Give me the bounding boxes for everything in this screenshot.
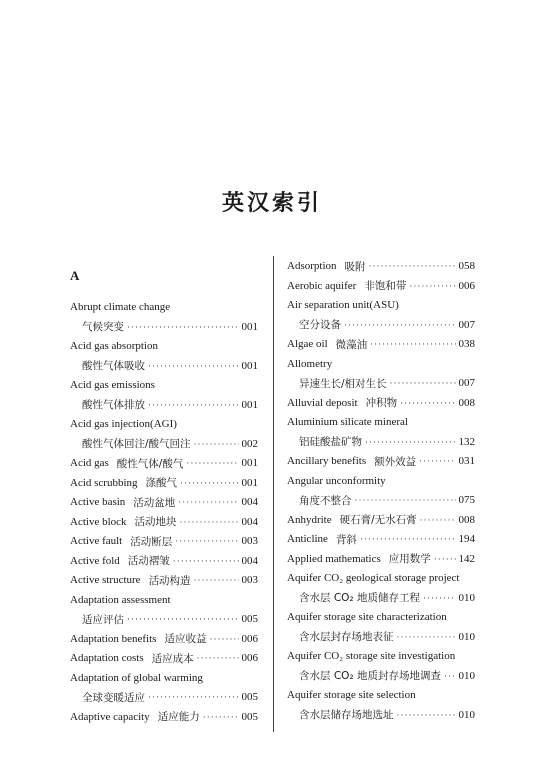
index-entry bbox=[287, 569, 475, 587]
index-entry bbox=[299, 491, 475, 509]
dot-leader bbox=[127, 614, 239, 624]
page-title: 英汉索引 bbox=[221, 190, 322, 216]
entry-page-number: 010 bbox=[458, 591, 475, 604]
entry-english-term: Air separation unit(ASU) bbox=[287, 299, 399, 311]
index-entry bbox=[82, 688, 258, 706]
entry-chinese-term: 涤酸气 bbox=[145, 477, 178, 489]
entry-chinese-term: 活动断层 bbox=[130, 535, 173, 548]
entry-page-number: 005 bbox=[241, 613, 258, 625]
dot-leader bbox=[186, 458, 238, 468]
index-entry bbox=[299, 316, 475, 334]
entry-english-term: Active structure bbox=[70, 574, 141, 586]
entry-page-number: 004 bbox=[241, 554, 258, 567]
entry-english-term: Aquifer CO₂ geological storage project bbox=[287, 572, 460, 584]
entry-chinese-term: 含水层储存场地选址 bbox=[299, 709, 394, 721]
entry-english-term: Active fault bbox=[70, 535, 123, 547]
index-entry bbox=[299, 706, 475, 724]
index-entry bbox=[70, 630, 258, 648]
entry-page-number: 001 bbox=[241, 457, 258, 469]
dot-leader bbox=[370, 339, 455, 349]
entry-chinese-term: 酸性气体吸收 bbox=[82, 360, 145, 372]
index-entry bbox=[299, 667, 475, 685]
dot-leader bbox=[390, 378, 456, 388]
index-entry bbox=[82, 357, 258, 375]
index-entry bbox=[70, 649, 258, 667]
dot-leader bbox=[194, 439, 239, 449]
dot-leader bbox=[434, 554, 456, 564]
dot-leader bbox=[444, 671, 456, 681]
entry-page-number: 006 bbox=[458, 279, 475, 292]
entry-chinese-term: 酸性气体排放 bbox=[82, 399, 145, 411]
entry-page-number: 001 bbox=[241, 359, 258, 372]
entry-chinese-term: 硬石膏/无水石膏 bbox=[339, 514, 417, 526]
dot-leader bbox=[197, 653, 239, 663]
entry-page-number: 142 bbox=[458, 552, 475, 565]
entry-english-term: Aquifer CO₂ storage site investigation bbox=[287, 650, 456, 662]
entry-english-term: Adaptation of global warming bbox=[70, 671, 203, 684]
entry-chinese-term: 适应收益 bbox=[164, 633, 207, 645]
dot-leader bbox=[173, 556, 239, 566]
index-entry bbox=[287, 452, 475, 470]
index-entry bbox=[287, 335, 475, 353]
entry-page-number: 194 bbox=[458, 533, 475, 545]
entry-chinese-term: 应用数学 bbox=[388, 553, 431, 565]
index-entry bbox=[70, 571, 258, 589]
index-entry bbox=[70, 415, 258, 433]
index-entry bbox=[70, 298, 258, 316]
entry-chinese-term: 活动盆地 bbox=[133, 496, 176, 509]
entry-english-term: Active block bbox=[70, 515, 127, 528]
entry-chinese-term: 含水层封存场地表征 bbox=[299, 631, 394, 643]
entry-chinese-term: 适应评估 bbox=[82, 613, 124, 626]
entry-chinese-term: 酸性气体/酸气 bbox=[116, 457, 184, 470]
dot-leader bbox=[175, 536, 238, 546]
entry-english-term: Adaptation benefits bbox=[70, 632, 157, 645]
index-entry bbox=[287, 413, 475, 431]
entry-page-number: 010 bbox=[458, 630, 475, 643]
index-entry bbox=[82, 435, 258, 453]
entry-english-term: Ancillary benefits bbox=[287, 455, 367, 467]
entry-chinese-term: 额外效益 bbox=[374, 455, 417, 468]
index-entry bbox=[82, 396, 258, 414]
index-entry bbox=[287, 647, 475, 665]
dot-leader bbox=[344, 320, 456, 330]
entry-page-number: 132 bbox=[458, 435, 475, 448]
entry-chinese-term: 含水层 CO₂ 地质封存场地调查 bbox=[299, 670, 441, 682]
entry-page-number: 008 bbox=[458, 513, 475, 526]
index-entry bbox=[70, 513, 258, 531]
dot-leader bbox=[148, 400, 239, 410]
index-entry bbox=[299, 589, 475, 607]
entry-english-term: Acid gas injection(AGI) bbox=[70, 418, 177, 430]
entry-english-term: Adaptation costs bbox=[70, 652, 144, 664]
index-entry bbox=[70, 454, 258, 472]
entry-chinese-term: 气候突变 bbox=[82, 321, 124, 333]
section-letter: A bbox=[70, 268, 80, 283]
entry-chinese-term: 非饱和带 bbox=[364, 280, 407, 292]
dot-leader bbox=[180, 517, 239, 527]
index-entry bbox=[287, 394, 475, 412]
entry-english-term: Acid scrubbing bbox=[70, 476, 138, 489]
dot-leader bbox=[369, 261, 456, 271]
entry-page-number: 001 bbox=[241, 398, 258, 411]
entry-english-term: Acid gas bbox=[70, 457, 109, 469]
entry-english-term: Abrupt climate change bbox=[70, 301, 171, 313]
entry-page-number: 003 bbox=[241, 535, 258, 547]
entry-english-term: Aquifer storage site characterization bbox=[287, 611, 447, 623]
entry-chinese-term: 异速生长/相对生长 bbox=[299, 377, 387, 390]
column-divider bbox=[273, 256, 274, 732]
dot-leader bbox=[397, 710, 456, 720]
entry-chinese-term: 含水层 CO₂ 地质储存工程 bbox=[299, 592, 420, 604]
entry-page-number: 001 bbox=[241, 320, 258, 333]
index-entry bbox=[287, 296, 475, 314]
dot-leader bbox=[355, 495, 456, 505]
index-entry bbox=[82, 318, 258, 336]
entry-english-term: Active basin bbox=[70, 496, 126, 508]
entry-english-term: Applied mathematics bbox=[287, 552, 381, 565]
index-entry bbox=[299, 374, 475, 392]
entry-english-term: Active fold bbox=[70, 554, 120, 567]
index-entry bbox=[287, 686, 475, 704]
entry-english-term: Acid gas emissions bbox=[70, 379, 155, 391]
entry-page-number: 008 bbox=[458, 396, 475, 409]
index-entry bbox=[299, 628, 475, 646]
entry-chinese-term: 角度不整合 bbox=[299, 494, 352, 507]
entry-english-term: Adsorption bbox=[287, 260, 337, 272]
index-entry bbox=[287, 608, 475, 626]
index-entry bbox=[287, 257, 475, 275]
entry-page-number: 007 bbox=[458, 318, 475, 331]
entry-page-number: 058 bbox=[458, 260, 475, 272]
dot-leader bbox=[209, 634, 238, 644]
entry-chinese-term: 吸附 bbox=[344, 260, 366, 273]
index-entry bbox=[70, 474, 258, 492]
dot-leader bbox=[423, 593, 456, 603]
dot-leader bbox=[365, 437, 456, 447]
dot-leader bbox=[148, 361, 239, 371]
dot-leader bbox=[397, 632, 456, 642]
index-entry bbox=[70, 337, 258, 355]
entry-english-term: Allometry bbox=[287, 357, 333, 370]
dot-leader bbox=[127, 322, 239, 332]
entry-page-number: 005 bbox=[241, 710, 258, 723]
entry-english-term: Anticline bbox=[287, 533, 328, 545]
entry-english-term: Aerobic aquifer bbox=[287, 279, 357, 292]
entry-page-number: 031 bbox=[458, 455, 475, 467]
entry-page-number: 006 bbox=[241, 632, 258, 645]
entry-page-number: 004 bbox=[241, 496, 258, 508]
entry-chinese-term: 活动构造 bbox=[148, 574, 191, 587]
entry-english-term: Angular unconformity bbox=[287, 474, 386, 487]
entry-page-number: 001 bbox=[241, 476, 258, 489]
dot-leader bbox=[360, 534, 456, 544]
entry-chinese-term: 活动地块 bbox=[134, 516, 177, 528]
entry-page-number: 007 bbox=[458, 377, 475, 389]
entry-english-term: Adaptation assessment bbox=[70, 593, 171, 606]
index-entry bbox=[70, 493, 258, 511]
dot-leader bbox=[400, 398, 455, 408]
index-entry bbox=[82, 610, 258, 628]
entry-chinese-term: 背斜 bbox=[335, 533, 357, 546]
index-entry bbox=[287, 355, 475, 373]
dot-leader bbox=[419, 456, 455, 466]
index-entry bbox=[287, 550, 475, 568]
index-entry bbox=[70, 669, 258, 687]
entry-english-term: Acid gas absorption bbox=[70, 340, 158, 352]
entry-page-number: 010 bbox=[458, 669, 475, 682]
index-entry bbox=[70, 376, 258, 394]
dot-leader bbox=[194, 575, 239, 585]
entry-page-number: 002 bbox=[241, 437, 258, 450]
entry-page-number: 004 bbox=[241, 515, 258, 528]
entry-english-term: Aluminium silicate mineral bbox=[287, 416, 408, 428]
entry-page-number: 006 bbox=[241, 652, 258, 664]
entry-page-number: 010 bbox=[458, 708, 475, 721]
entry-chinese-term: 酸性气体回注/酸气回注 bbox=[82, 438, 191, 450]
entry-page-number: 075 bbox=[458, 494, 475, 506]
index-entry bbox=[287, 530, 475, 548]
dot-leader bbox=[180, 478, 238, 488]
index-entry bbox=[70, 532, 258, 550]
entry-chinese-term: 全球变暖适应 bbox=[82, 691, 145, 704]
entry-chinese-term: 铝硅酸盐矿物 bbox=[299, 436, 362, 448]
entry-page-number: 003 bbox=[241, 574, 258, 586]
entry-page-number: 038 bbox=[458, 338, 475, 350]
dot-leader bbox=[148, 692, 239, 702]
entry-english-term: Algae oil bbox=[287, 338, 328, 350]
entry-chinese-term: 适应成本 bbox=[151, 652, 194, 665]
dot-leader bbox=[178, 497, 238, 507]
index-entry bbox=[70, 708, 258, 726]
dot-leader bbox=[203, 712, 239, 722]
entry-chinese-term: 适应能力 bbox=[157, 711, 200, 723]
index-entry bbox=[70, 552, 258, 570]
index-entry bbox=[287, 277, 475, 295]
index-entry bbox=[287, 511, 475, 529]
dot-leader bbox=[420, 515, 456, 525]
index-entry bbox=[287, 472, 475, 490]
dot-leader bbox=[409, 281, 455, 291]
entry-english-term: Anhydrite bbox=[287, 513, 332, 526]
entry-english-term: Adaptive capacity bbox=[70, 710, 150, 723]
entry-chinese-term: 冲积物 bbox=[365, 397, 398, 409]
entry-chinese-term: 空分设备 bbox=[299, 319, 341, 331]
entry-page-number: 005 bbox=[241, 691, 258, 703]
entry-chinese-term: 活动褶皱 bbox=[127, 555, 170, 567]
entry-english-term: Alluvial deposit bbox=[287, 396, 358, 409]
index-entry bbox=[299, 433, 475, 451]
entry-chinese-term: 微藻油 bbox=[335, 338, 368, 351]
entry-english-term: Aquifer storage site selection bbox=[287, 689, 416, 701]
index-entry bbox=[70, 591, 258, 609]
